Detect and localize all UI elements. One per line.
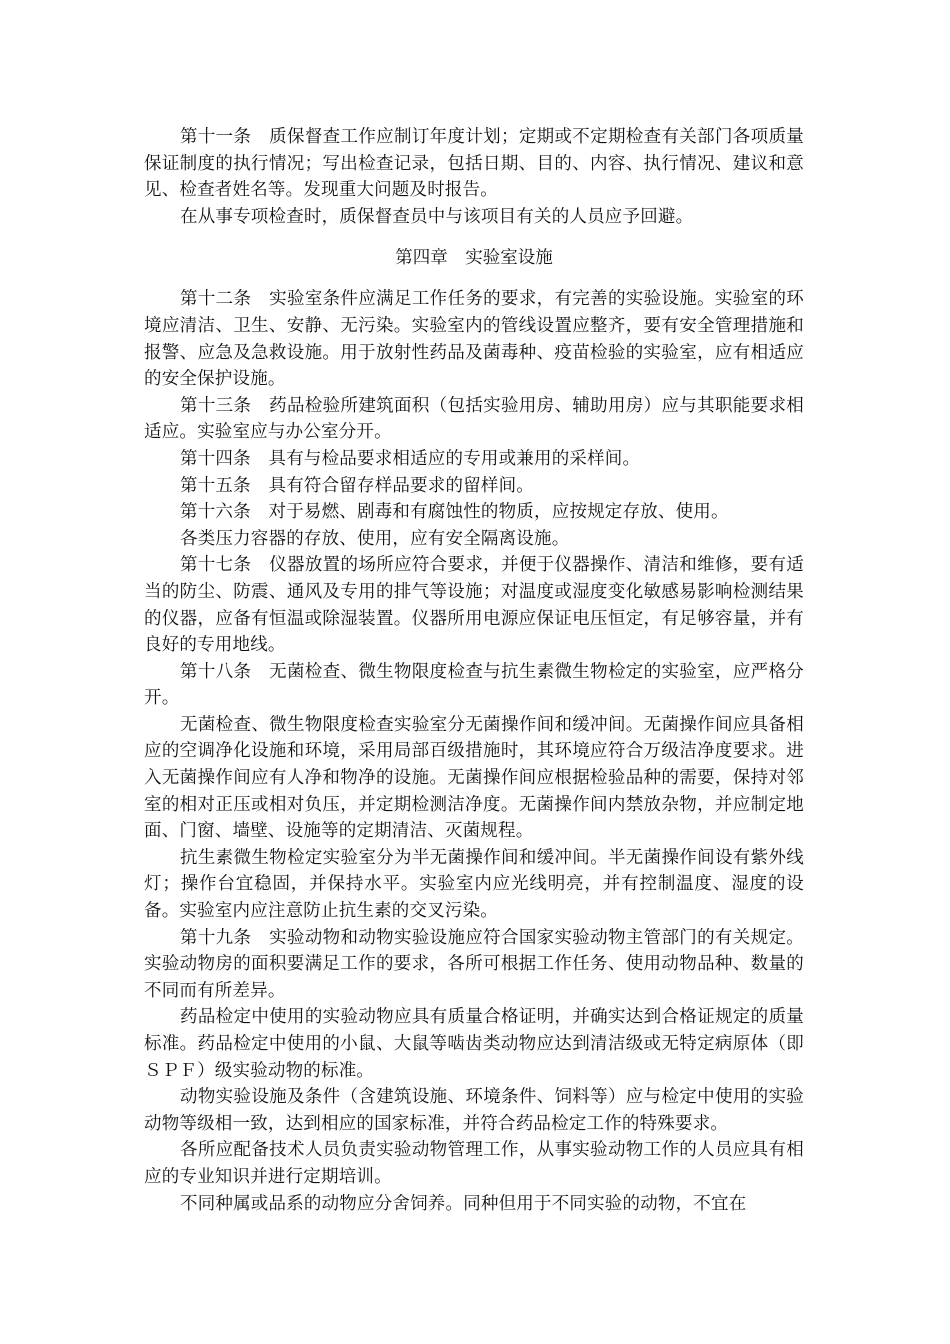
- article-11-paragraph: 第十一条 质保督查工作应制订年度计划；定期或不定期检查有关部门各项质量保证制度的执行情况；写出检查记录，包括日期、目的、内容、执行情况、建议和意见、检查者姓名等。发现重大问题及时报告。: [144, 127, 804, 201]
- animal-staff-paragraph: 各所应配备技术人员负责实验动物管理工作，从事实验动物工作的人员应具有相应的专业知识并进行定期培训。: [144, 1140, 804, 1187]
- article-18-paragraph: 第十八条 无菌检查、微生物限度检查与抗生素微生物检定的实验室，应严格分开。: [144, 661, 804, 709]
- pressure-vessel-paragraph: 各类压力容器的存放、使用，应有安全隔离设施。: [180, 528, 570, 549]
- animal-housing-paragraph: 不同种属或品系的动物应分舍饲养。同种但用于不同实验的动物，不宜在: [180, 1193, 747, 1214]
- document-page: [144, 124, 804, 1217]
- antibiotic-lab-paragraph: 抗生素微生物检定实验室分为半无菌操作间和缓冲间。半无菌操作间设有紫外线灯；操作台宜稳固，并保持水平。实验室内应光线明亮，并有控制温度、湿度的设备。实验室内应注意防止抗生素的交叉污染。: [144, 847, 804, 922]
- animal-facility-paragraph: 动物实验设施及条件（含建筑设施、环境条件、饲料等）应与检定中使用的实验动物等级相一致，达到相应的国家标准，并符合药品检定工作的特殊要求。: [144, 1087, 804, 1134]
- recusal-paragraph: 在从事专项检查时，质保督查员中与该项目有关的人员应予回避。: [180, 206, 694, 227]
- article-13-paragraph: 第十三条 药品检验所建筑面积（包括实验用房、辅助用房）应与其职能要求相适应。实验室应与办公室分开。: [144, 395, 804, 443]
- article-19-paragraph: 第十九条 实验动物和动物实验设施应符合国家实验动物主管部门的有关规定。实验动物房的面积要满足工作的要求，各所可根据工作任务、使用动物品种、数量的不同而有所差异。: [144, 927, 804, 1001]
- article-16-paragraph: 第十六条 对于易燃、剧毒和有腐蚀性的物质，应按规定存放、使用。: [180, 502, 729, 523]
- sterile-room-paragraph: 无菌检查、微生物限度检查实验室分无菌操作间和缓冲间。无菌操作间应具备相应的空调净化设施和环境，采用局部百级措施时，其环境应符合万级洁净度要求。进入无菌操作间应有人净和物净的设施。无菌操作间应根据检验品种的需要，保持对邻室的相对正压或相对负压，并定期检测洁净度。无菌操作间内禁放杂物，并应制定地面、门窗、墙壁、设施等的定期清洁、灭菌规程。: [144, 714, 804, 842]
- article-14-paragraph: 第十四条 具有与检品要求相适应的专用或兼用的采样间。: [180, 448, 641, 469]
- article-15-paragraph: 第十五条 具有符合留存样品要求的留样间。: [180, 475, 534, 496]
- article-17-paragraph: 第十七条 仪器放置的场所应符合要求，并便于仪器操作、清洁和维修，要有适当的防尘、防震、通风及专用的排气等设施；对温度或湿度变化敏感易影响检测结果的仪器，应备有恒温或除湿装置。仪器所用电源应保证电压恒定，有足够容量，并有良好的专用地线。: [144, 555, 804, 656]
- animal-quality-paragraph: 药品检定中使用的实验动物应具有质量合格证明，并确实达到合格证规定的质量标准。药品检定中使用的小鼠、大鼠等啮齿类动物应达到清洁级或无特定病原体（即ＳＰＦ）级实验动物的标准。: [144, 1007, 804, 1081]
- chapter-heading: 第四章 实验室设施: [395, 248, 553, 269]
- article-12-paragraph: 第十二条 实验室条件应满足工作任务的要求，有完善的实验设施。实验室的环境应清洁、卫生、安静、无污染。实验室内的管线设置应整齐，要有安全管理措施和报警、应急及急救设施。用于放射性药品及菌毒种、疫苗检验的实验室，应有相适应的安全保护设施。: [144, 289, 804, 390]
